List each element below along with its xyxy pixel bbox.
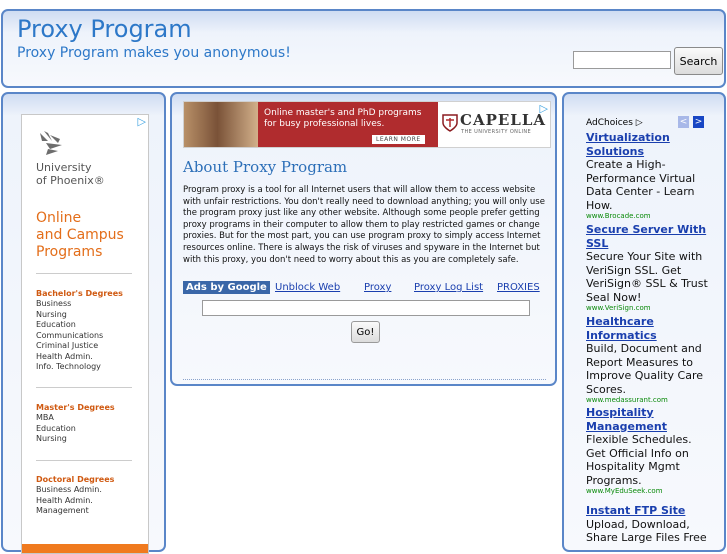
page-title: About Proxy Program bbox=[183, 158, 348, 176]
list-item: Criminal Justice bbox=[36, 341, 99, 350]
ad-url[interactable]: www.Brocade.com bbox=[586, 212, 651, 220]
uop-section-list bbox=[36, 299, 103, 373]
ad-url[interactable]: www.MyEduSeek.com bbox=[586, 487, 663, 495]
adchoices-label[interactable]: AdChoices ▷ bbox=[586, 118, 643, 128]
list-item: Health Admin. bbox=[36, 351, 93, 361]
google-ads-block bbox=[564, 94, 724, 554]
ad-url[interactable]: www.VeriSign.com bbox=[586, 304, 651, 312]
uop-brand-line: University bbox=[36, 161, 92, 174]
list-item bbox=[586, 131, 711, 221]
shield-icon bbox=[442, 114, 458, 132]
uop-brand-name bbox=[36, 161, 105, 187]
site-title[interactable]: Proxy Program bbox=[17, 15, 192, 43]
list-item: Communications bbox=[36, 330, 104, 340]
list-item bbox=[586, 406, 711, 496]
list-item: Health Admin. bbox=[36, 495, 93, 505]
about-paragraph: Program proxy is a tool for all Internet users that will allow them to access website with unfair restrictions. You don't really need to download anything; you will only use the program proxy just like any other website. Although some people prefer getting proxy programs in their computer to allow them to play restricted games or change proxies. But for the most part, you can use program proxy to simply access Internet resources online. There is always the risk of viruses and spyware in the Internet but with this proxy, you don't need to worry about this as you are completely safe. bbox=[183, 185, 545, 265]
uop-section-title: Doctoral Degrees bbox=[36, 475, 115, 484]
list-item: Nursing bbox=[36, 309, 67, 319]
ad-title[interactable]: Hospitality Management bbox=[586, 406, 667, 433]
list-item: Business Admin. bbox=[36, 485, 102, 494]
banner-photo bbox=[184, 102, 258, 147]
ads-next-button[interactable]: > bbox=[694, 117, 703, 127]
header-panel bbox=[1, 9, 726, 88]
site-tagline: Proxy Program makes you anonymous! bbox=[17, 45, 291, 61]
link-proxy[interactable]: Proxy bbox=[364, 282, 392, 293]
university-of-phoenix-ad[interactable] bbox=[21, 114, 149, 554]
ad-title[interactable]: Secure Server With SSL bbox=[586, 223, 707, 250]
uop-brand-line: of Phoenix® bbox=[36, 174, 105, 187]
ads-by-google-label[interactable]: Ads by Google bbox=[183, 281, 270, 294]
banner-brand-sub: THE UNIVERSITY ONLINE bbox=[461, 129, 532, 135]
divider bbox=[183, 379, 546, 380]
divider bbox=[36, 273, 132, 274]
list-item bbox=[586, 223, 711, 313]
uop-headline bbox=[36, 210, 124, 261]
phoenix-logo-icon bbox=[36, 129, 66, 159]
search-button[interactable]: Search bbox=[674, 47, 723, 75]
capella-banner-ad[interactable] bbox=[183, 101, 551, 148]
uop-section-title: Master's Degrees bbox=[36, 403, 115, 412]
divider bbox=[36, 460, 132, 461]
right-sidebar bbox=[562, 92, 726, 552]
banner-text-line: for busy professional lives. bbox=[264, 119, 385, 129]
uop-bottom-bar bbox=[22, 544, 148, 553]
list-item: MBA bbox=[36, 413, 54, 422]
ad-title[interactable]: Instant FTP Site bbox=[586, 504, 686, 517]
ad-description: Build, Document and Report Measures to Improve Quality Care Scores. bbox=[586, 342, 703, 396]
adchoices-icon[interactable]: ▷ bbox=[137, 115, 146, 128]
main-content-panel bbox=[170, 92, 557, 386]
divider bbox=[36, 387, 132, 388]
banner-text-line: Online master's and PhD programs bbox=[264, 108, 422, 118]
list-item: Info. Technology bbox=[36, 362, 101, 371]
ad-description: Create a High-Performance Virtual Data Center - Learn How. bbox=[586, 158, 696, 212]
uop-headline-line: and Campus bbox=[36, 227, 124, 243]
uop-section-title: Bachelor's Degrees bbox=[36, 289, 123, 298]
ad-description: Upload, Download, Share Large Files Free bbox=[586, 517, 707, 544]
url-input[interactable] bbox=[202, 300, 530, 316]
banner-brand: CAPELLA bbox=[460, 111, 547, 129]
list-item bbox=[586, 504, 711, 545]
adchoices-icon[interactable]: ▷ bbox=[539, 102, 548, 115]
ad-description: Flexible Schedules. Get Official Info on Hospitality Mgmt Programs. bbox=[586, 433, 692, 487]
list-item: Nursing bbox=[36, 434, 67, 443]
ad-description: Secure Your Site with VeriSign SSL. Get VeriSign® SSL & Trust Seal Now! bbox=[586, 250, 708, 304]
uop-headline-line: Programs bbox=[36, 244, 103, 260]
link-proxies[interactable]: PROXIES bbox=[497, 282, 540, 293]
ad-url[interactable]: www.medassurant.com bbox=[586, 396, 668, 404]
ads-prev-button[interactable]: < bbox=[679, 117, 688, 127]
list-item: Management bbox=[36, 506, 89, 515]
search-input[interactable] bbox=[573, 51, 671, 69]
ad-title[interactable]: Healthcare Informatics bbox=[586, 315, 657, 342]
list-item: Education bbox=[36, 320, 76, 329]
uop-section-list bbox=[36, 413, 76, 445]
ad-title[interactable]: Virtualization Solutions bbox=[586, 131, 670, 158]
link-proxy-log-list[interactable]: Proxy Log List bbox=[414, 282, 484, 293]
uop-section-list bbox=[36, 485, 102, 517]
uop-headline-line: Online bbox=[36, 210, 82, 226]
learn-more-button[interactable]: LEARN MORE bbox=[372, 135, 425, 144]
banner-text bbox=[264, 108, 421, 130]
list-item: Business bbox=[36, 299, 72, 308]
go-button[interactable]: Go! bbox=[351, 321, 380, 343]
link-unblock-web[interactable]: Unblock Web bbox=[275, 282, 341, 293]
list-item bbox=[586, 315, 711, 405]
left-sidebar bbox=[1, 92, 166, 552]
list-item: Education bbox=[36, 423, 76, 433]
